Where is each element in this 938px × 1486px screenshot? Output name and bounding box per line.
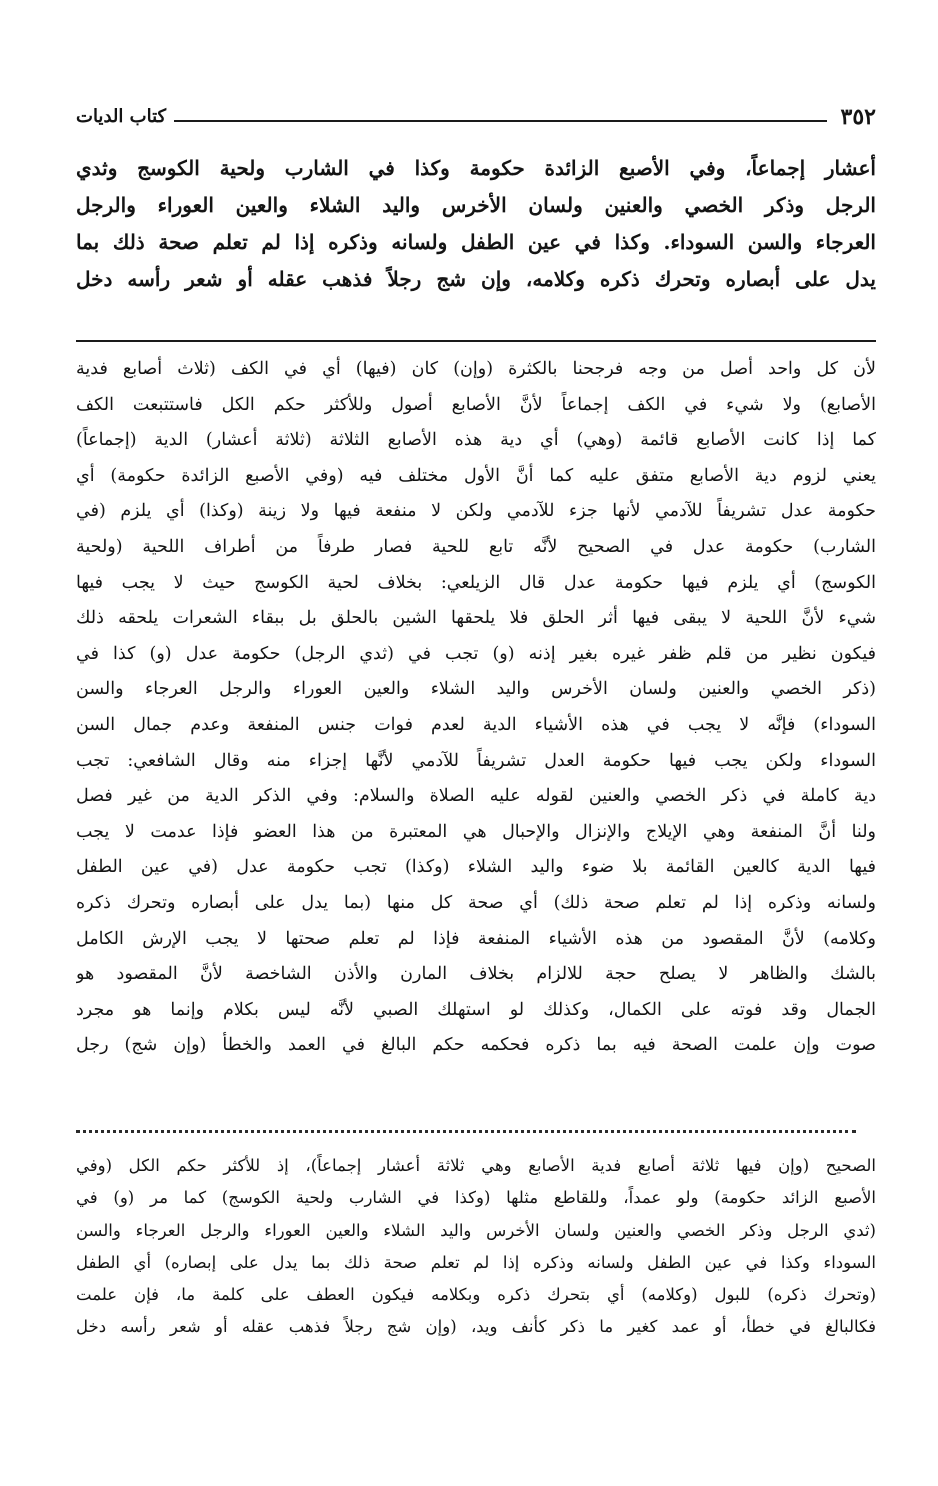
commentary-line: السوداء ولكن يجب فيها حكومة العدل تشريفاً للآدمي لأنَّها إجزاء منه وقال الشافعي: تجب [76,750,876,771]
footnote-line: الصحيح (وإن فيها ثلاثة أصابع فدية الأصابع وهي ثلاثة أعشار إجماعاً)، إذ للأكثر حكم الكل (وفي [76,1156,876,1175]
footnote-line: (وتحرك ذكره) للبول (وكلامه) أي بتحرك ذكره وبكلامه فيكون العطف على كلمة ما، فإن علمت [76,1285,876,1305]
commentary-line: السوداء) فإنَّه لا يجب في هذه الأشياء الدية لعدم فوات جنس المنفعة وعدم جمال السن [76,714,876,735]
footnote-divider [76,1130,856,1139]
footnote-line: الأصبع الزائد حكومة) ولو عمداً، وللقاطع مثلها (وكذا في الشارب ولحية الكوسج) كما مر (و) في [76,1188,876,1208]
main-line: العرجاء والسن السوداء. وكذا في عين الطفل ولسانه وذكره إذا لم تعلم صحة ذلك بما [76,230,876,254]
commentary-line: يعني لزوم دية الأصابع متفق عليه كما أنَّ الأول مختلف فيه (وفي الأصبع الزائدة حكومة) أي [76,465,876,486]
commentary-line: شيء لأنَّ اللحية لا يبقى فيها أثر الحلق فلا يلحقها الشين بالحلق بل ببقاء الشعرات يلحقه ذلك [76,608,876,629]
footnote-line: (ثدي الرجل وذكر الخصي والعنين ولسان الأخرس واليد الشلاء والعين العوراء والرجل العرجاء والسن [76,1220,876,1240]
commentary-line: الجمال وقد فوته على الكمال، وكذلك لو استهلك الصبي لأنَّه ليس بكلام وإنما هو مجرد [76,999,876,1020]
main-line: أعشار إجماعاً، وفي الأصبع الزائدة حكومة وكذا في الشارب ولحية الكوسج وثدي [76,156,876,180]
commentary-line: ولنا أنَّ المنفعة وهي الإيلاج والإنزال والإحبال هي المعتبرة من هذا العضو فإذا عدمت لا يجب [76,821,876,842]
commentary-line: فيها الدية كالعين القائمة بلا ضوء واليد الشلاء (وكذا) تجب حكومة عدل (في عين الطفل [76,857,876,878]
commentary-line: كما إذا كانت الأصابع قائمة (وهي) أي دية هذه الأصابع الثلاثة (ثلاثة أعشار) الدية (إجماعاً) [76,430,876,451]
commentary-text [76,352,876,1064]
running-header [76,90,876,130]
main-commentary-divider [76,340,876,342]
commentary-line: حكومة عدل تشريفاً للآدمي لأنها جزء للآدمي ولكن لا منفعة فيها ولا زينة (وكذا) أي يلزم (في [76,501,876,522]
commentary-line: صوت وإن علمت الصحة فيه بما ذكره فحكمه حكم البالغ في العمد والخطأ (وإن شج) رجل [76,1035,876,1056]
footnote-line: فكالبالغ في خطأ، أو عمد كغير ما ذكر كأنف ويد، (وإن شج رجلاً فذهب عقله أو شعر رأسه دخل [76,1317,876,1337]
footnote-line: السوداء وكذا في عين الطفل ولسانه وذكره إذا لم تعلم صحة ذلك بما يدل على إبصاره) أي الطفل [76,1252,876,1272]
page-number: ٣٥٢ [840,104,876,130]
commentary-line: (ذكر الخصي والعنين ولسان الأخرس واليد الشلاء والعين العوراء والرجل العرجاء والسن [76,679,876,700]
footnote-text [76,1150,876,1344]
header-rule [174,120,826,122]
main-line: الرجل وذكر الخصي والعنين ولسان الأخرس واليد الشلاء والعين العوراء والرجل [76,193,876,217]
commentary-line: الأصابع) ولا شيء في الكف إجماعاً لأنَّ الأصابع أصول وللأكثر حكم الكل فاستتبعت الكف [76,394,876,415]
commentary-line: دية كاملة في ذكر الخصي والعنين لقوله عليه الصلاة والسلام: وفي الذكر الدية من غير فصل [76,786,876,807]
commentary-line: الشارب) حكومة عدل في الصحيح لأنَّه تابع للحية فصار طرفاً من أطراف اللحية (ولحية [76,536,876,557]
commentary-line: لأن كل واحد أصل من وجه فرجحنا بالكثرة (وإن) كان (فيها) أي في الكف (ثلاث أصابع فدية [76,359,876,379]
commentary-line: الكوسج) أي يلزم فيها حكومة عدل قال الزيلعي: بخلاف لحية الكوسج حيث لا يجب فيها [76,572,876,593]
commentary-line: وكلامه) لأنَّ المقصود من هذه الأشياء المنفعة فإذا لم تعلم صحتها لا يجب الإرش الكامل [76,928,876,949]
commentary-line: فيكون نظير من قلم ظفر غيره بغير إذنه (و) تجب في (ثدي الرجل) حكومة عدل (و) كذا في [76,643,876,664]
main-line: يدل على أبصاره وتحرك ذكره وكلامه، وإن شج رجلاً فذهب عقله أو شعر رأسه دخل [76,267,876,291]
book-title: كتاب الديات [76,106,167,127]
commentary-line: ولسانه وذكره إذا لم تعلم صحة ذلك) أي صحة كل منها (بما يدل على أبصاره وتحرك ذكره [76,892,876,913]
main-text [76,150,876,298]
commentary-line: بالشك والظاهر لا يصلح حجة للالزام بخلاف المارن والأذن الشاخصة لأنَّ المقصود هو [76,964,876,985]
